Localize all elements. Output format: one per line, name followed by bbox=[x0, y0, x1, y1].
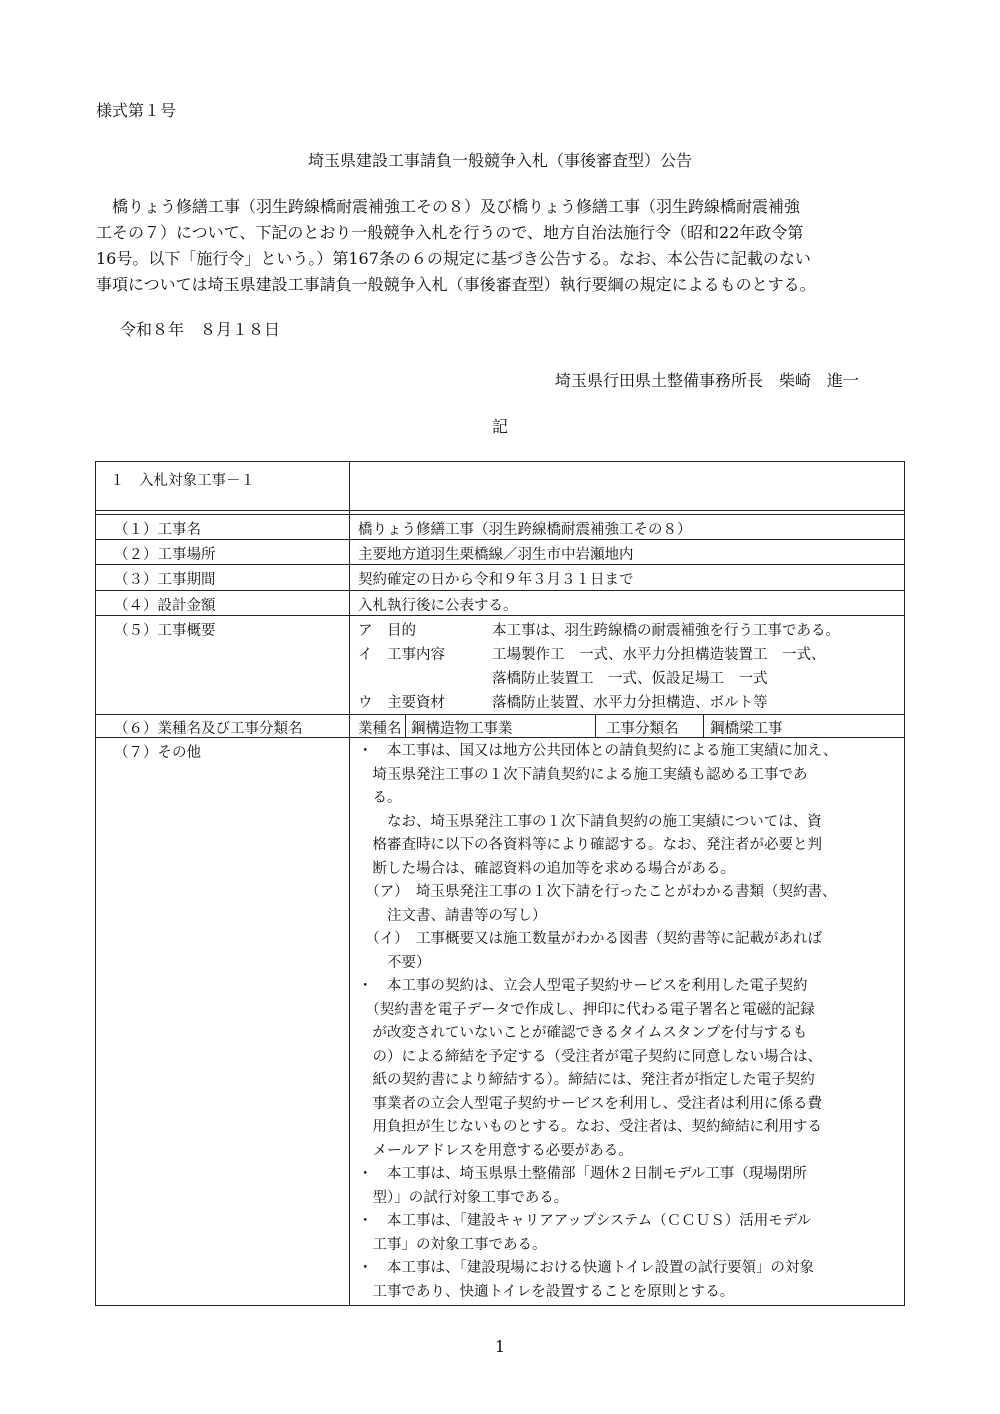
note-line: 紙の契約書により締結する）。締結には、発注者が指定した電子契約 bbox=[358, 1072, 815, 1088]
row-divider bbox=[96, 510, 904, 511]
note-line: （ア） 埼玉県発注工事の１次下請を行ったことがわかる書類（契約書、 bbox=[358, 884, 837, 900]
type-cell-divider bbox=[595, 714, 596, 737]
row-divider bbox=[96, 714, 904, 715]
note-line: ・ 本工事は、「建設キャリアアップシステム（ＣＣＵＳ）活用モデル bbox=[358, 1213, 811, 1229]
work-name-value: 橋りょう修繕工事（羽生跨線橋耐震補強工その８） bbox=[358, 522, 692, 538]
row-divider bbox=[96, 539, 904, 540]
note-line: （契約書を電子データで作成し、押印に代わる電子署名と電磁的記録 bbox=[358, 1001, 815, 1018]
site-label: （２）工事場所 bbox=[114, 547, 216, 563]
section-heading: １ 入札対象工事－１ bbox=[110, 473, 255, 489]
form-number: 様式第１号 bbox=[96, 101, 177, 120]
row-divider bbox=[96, 514, 904, 515]
other-notes bbox=[358, 740, 898, 1304]
note-line: メールアドレスを用意する必要がある。 bbox=[358, 1142, 633, 1159]
class-value: 鋼橋梁工事 bbox=[710, 721, 783, 737]
note-line: 型）」の試行対象工事である。 bbox=[358, 1189, 569, 1206]
ki-heading: 記 bbox=[491, 417, 508, 436]
amount-label: （４）設計金額 bbox=[114, 598, 216, 614]
intro-line: 16号。以下「施行令」という。）第167条の６の規定に基づき公告する。なお、本公告に記載のない bbox=[96, 249, 811, 268]
row-divider bbox=[96, 590, 904, 591]
note-line: 工事」の対象工事である。 bbox=[358, 1236, 547, 1253]
overview-value: 落橋防止装置、水平力分担構造、ボルト等 bbox=[492, 695, 768, 711]
overview-value: 落橋防止装置工 一式、仮設足場工 一式 bbox=[492, 671, 768, 687]
row-divider bbox=[96, 615, 904, 616]
type-name-value: 鋼構造物工事業 bbox=[411, 721, 513, 737]
period-label: （３）工事期間 bbox=[114, 572, 216, 588]
note-line: ・ 本工事は、埼玉県県土整備部「週休２日制モデル工事（現場閉所 bbox=[358, 1166, 807, 1182]
row-divider bbox=[96, 564, 904, 565]
note-line: の）による締結を予定する（受注者が電子契約に同意しない場合は、 bbox=[358, 1048, 822, 1065]
note-line: 格審査時に以下の各資料等により確認する。なお、発注者が必要と判 bbox=[358, 837, 822, 853]
intro-paragraph bbox=[96, 194, 908, 298]
overview-key: イ 工事内容 bbox=[358, 647, 445, 663]
note-line: ・ 本工事の契約は、立会人型電子契約サービスを利用した電子契約 bbox=[358, 978, 808, 994]
type-cell-divider bbox=[703, 714, 704, 737]
overview-key: ウ 主要資材 bbox=[358, 695, 445, 711]
overview-key: ア 目的 bbox=[358, 623, 416, 639]
intro-line: 工その７）について、下記のとおり一般競争入札を行うので、地方自治法施行令（昭和22年政令第 bbox=[96, 223, 804, 242]
bid-details-table bbox=[95, 461, 905, 1306]
intro-line: 事項については埼玉県建設工事請負一般競争入札（事後審査型）執行要綱の規定によるものとする。 bbox=[96, 275, 816, 294]
note-line: なお、埼玉県発注工事の１次下請負契約の施工実績については、資 bbox=[358, 813, 822, 830]
note-line: 断した場合は、確認資料の追加等を求める場合がある。 bbox=[358, 860, 735, 877]
other-label: （７）その他 bbox=[114, 745, 201, 761]
announcement-date: 令和８年 ８月１８日 bbox=[120, 320, 281, 339]
overview-value: 本工事は、羽生跨線橋の耐震補強を行う工事である。 bbox=[492, 623, 840, 639]
site-value: 主要地方道羽生栗橋線／羽生市中岩瀬地内 bbox=[358, 547, 634, 563]
document-title: 埼玉県建設工事請負一般競争入札（事後審査型）公告 bbox=[307, 151, 692, 170]
note-line: 埼玉県発注工事の１次下請負契約による施工実績も認める工事であ bbox=[358, 766, 808, 783]
work-name-label: （１）工事名 bbox=[114, 522, 201, 538]
note-line: 不要） bbox=[358, 954, 431, 971]
type-label: （６）業種名及び工事分類名 bbox=[114, 721, 303, 737]
period-value: 契約確定の日から令和９年３月３１日まで bbox=[358, 572, 634, 588]
class-label: 工事分類名 bbox=[606, 721, 679, 737]
note-line: 注文書、請書等の写し） bbox=[358, 907, 547, 924]
note-line: ・ 本工事は、国又は地方公共団体との請負契約による施工実績に加え、 bbox=[358, 743, 838, 759]
type-cell-divider bbox=[405, 714, 406, 737]
overview-label: （５）工事概要 bbox=[114, 623, 216, 639]
note-line: ・ 本工事は、「建設現場における快適トイレ設置の試行要領」の対象 bbox=[358, 1260, 815, 1276]
table-column-divider bbox=[349, 462, 350, 1305]
note-line: （イ） 工事概要又は施工数量がわかる図書（契約書等に記載があれば bbox=[358, 931, 822, 947]
note-line: 事業者の立会人型電子契約サービスを利用し、受注者は利用に係る費 bbox=[358, 1095, 822, 1112]
page-number: 1 bbox=[494, 1337, 506, 1356]
issuer-name: 埼玉県行田県土整備事務所長 柴崎 進一 bbox=[555, 371, 860, 390]
intro-line: 橋りょう修繕工事（羽生跨線橋耐震補強工その８）及び橋りょう修繕工事（羽生跨線橋耐震補強 bbox=[96, 197, 801, 216]
overview-value: 工場製作工 一式、水平力分担構造装置工 一式、 bbox=[492, 647, 826, 663]
amount-value: 入札執行後に公表する。 bbox=[358, 598, 518, 614]
note-line: 用負担が生じないものとする。なお、受注者は、契約締結に利用する bbox=[358, 1119, 822, 1135]
note-line: 工事であり、快適トイレを設置することを原則とする。 bbox=[358, 1283, 735, 1300]
type-name-label: 業種名 bbox=[358, 721, 402, 737]
note-line: る。 bbox=[358, 790, 402, 806]
note-line: が改変されていないことが確認できるタイムスタンプを付与するも bbox=[358, 1025, 808, 1041]
